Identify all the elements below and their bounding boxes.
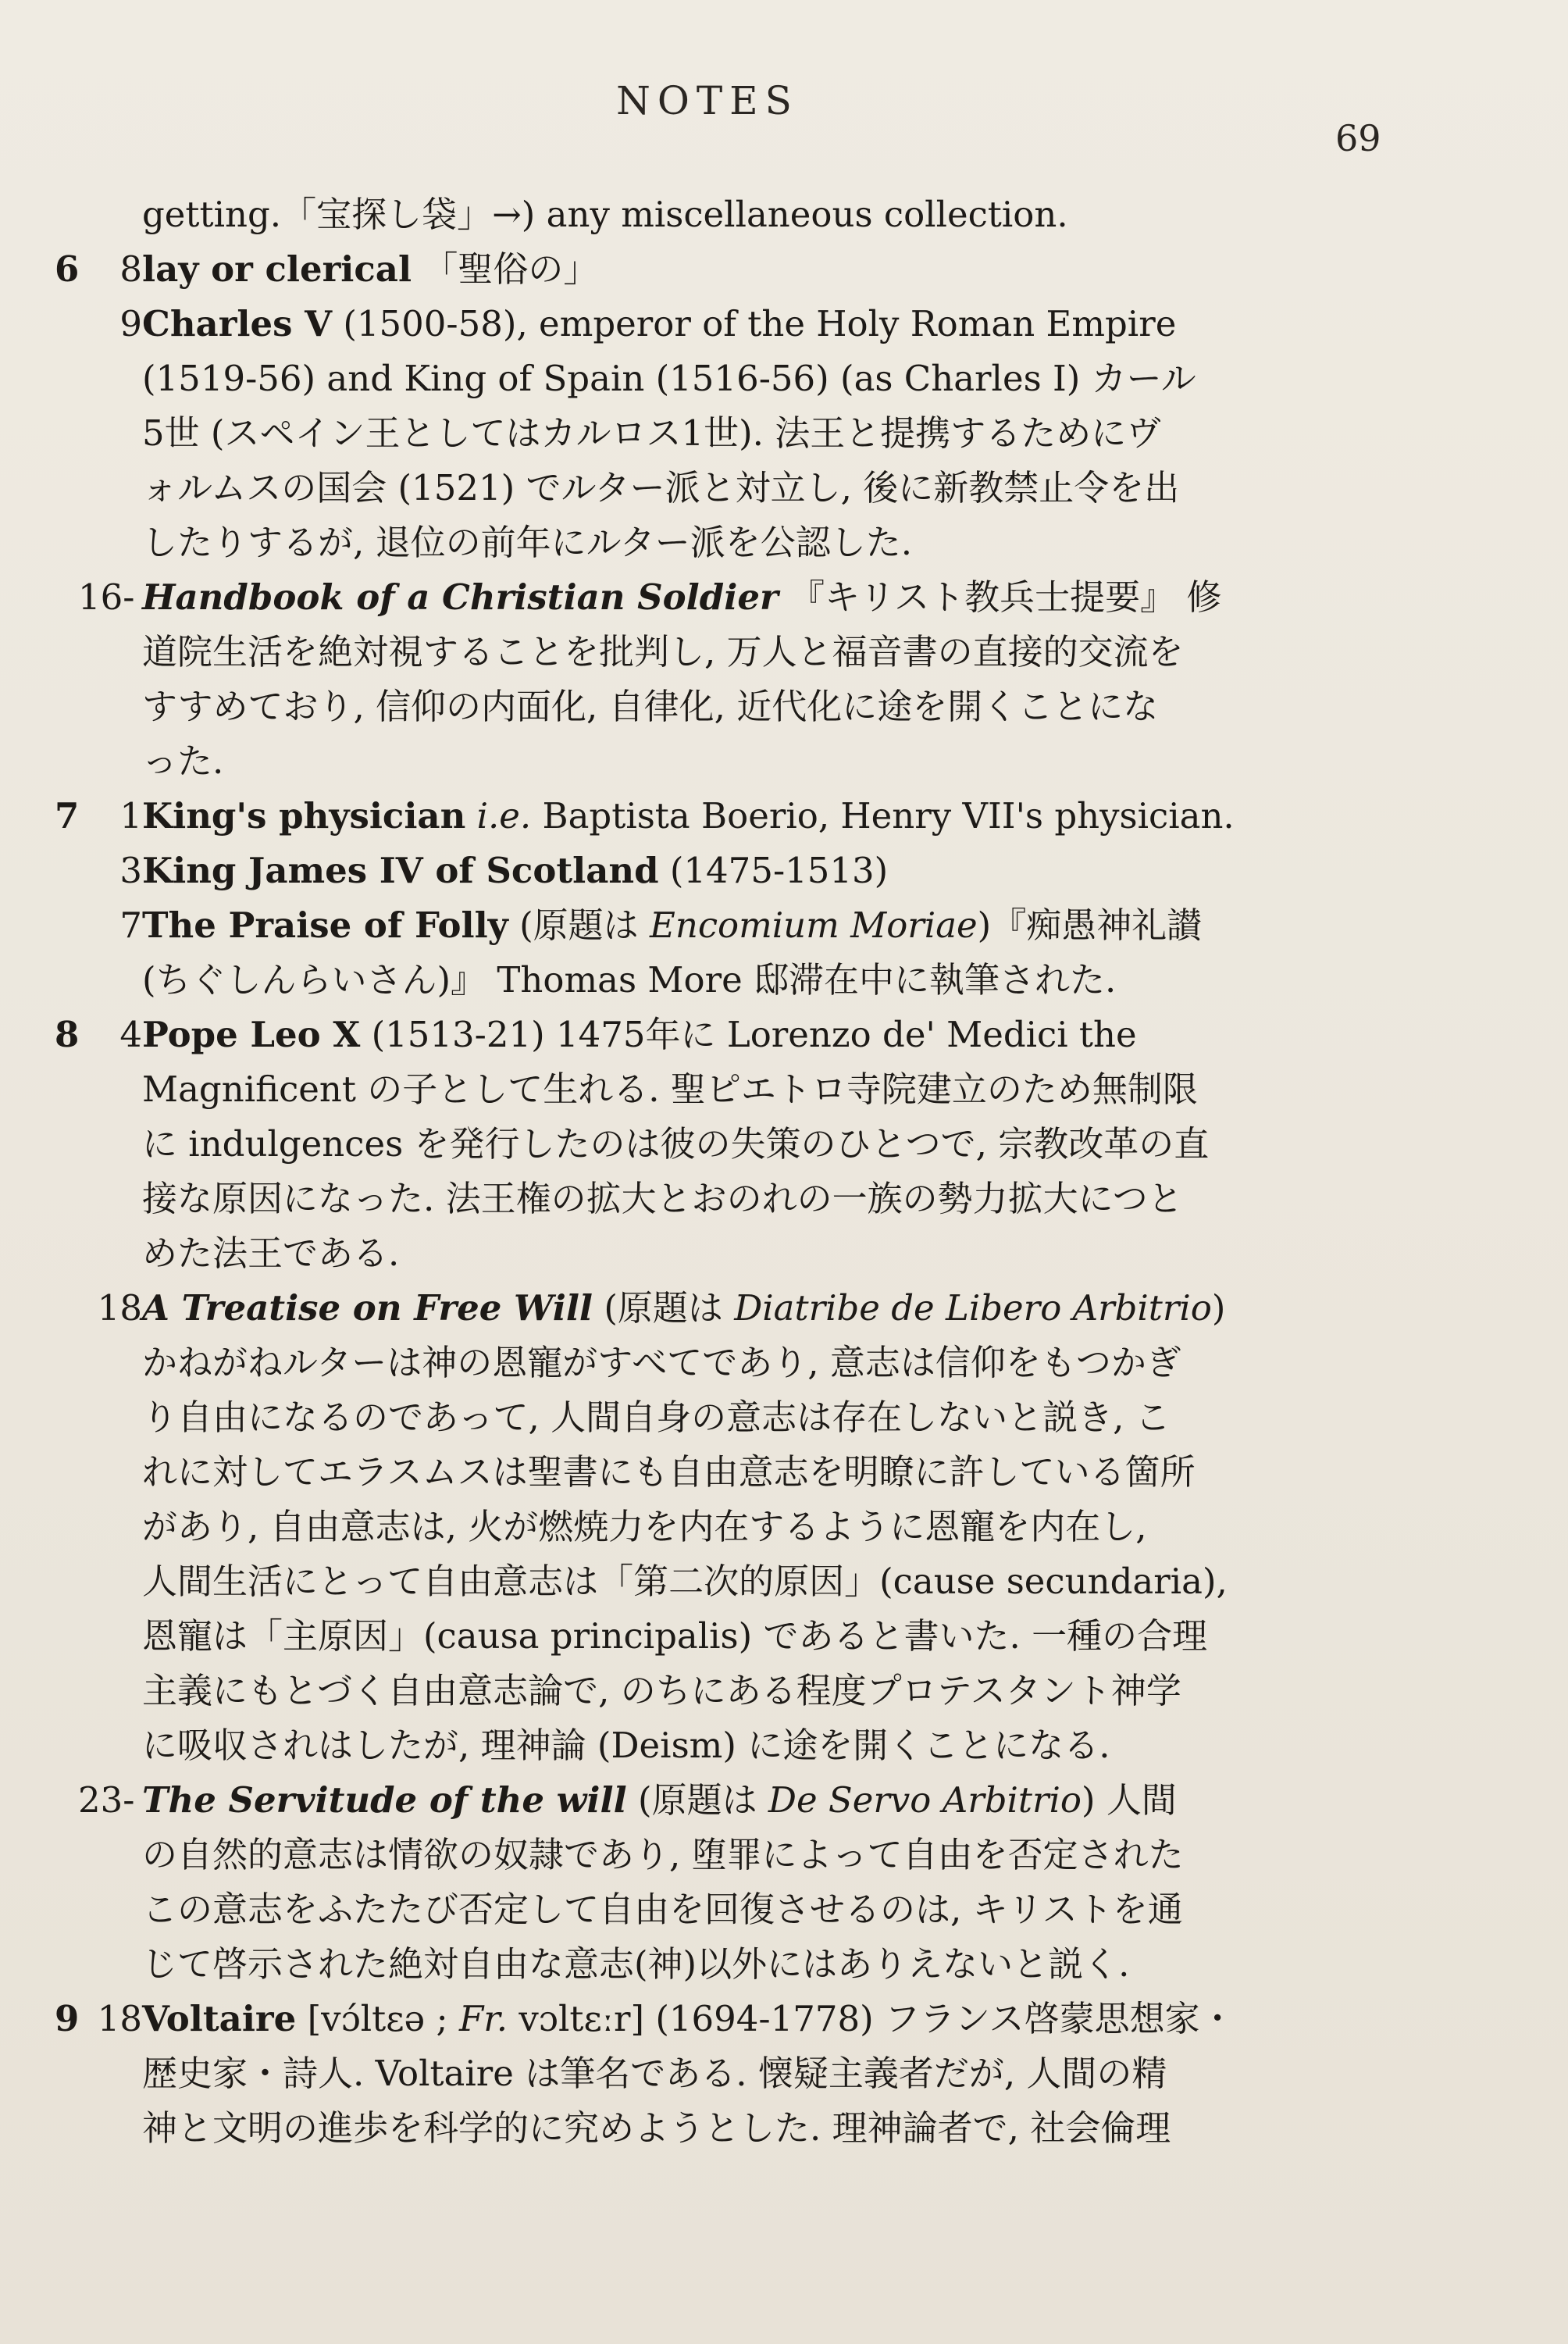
notes-list (55, 187, 1382, 2156)
note-line-ref: 9 (119, 303, 142, 344)
note-text-line (55, 680, 1382, 734)
note-line-ref: 23- (78, 1779, 135, 1821)
note-text-line (55, 2101, 1382, 2156)
note-entry (55, 297, 1382, 570)
note-text: 5世 (スペイン王としてはカルロス1世). 法王と提携するためにヴ (142, 412, 1162, 454)
note-text-line (55, 1445, 1382, 1500)
note-text: があり, 自由意志は, 火が燃焼力を内在するように恩寵を内在し, (142, 1506, 1147, 1547)
note-text: Baptista Boerio, Henry VII's physician. (531, 795, 1235, 837)
note-line-ref: 4 (119, 1014, 142, 1055)
note-headword: King's physician (142, 795, 466, 837)
note-page-ref: 6 (55, 248, 80, 290)
note-text-line (55, 898, 1382, 953)
note-text-line (55, 187, 1382, 242)
note-text: めた法王である. (142, 1233, 400, 1274)
note-headword: Handbook of a Christian Soldier (142, 576, 779, 618)
note-headword: A Treatise on Free Will (142, 1287, 593, 1329)
note-text-line (55, 1390, 1382, 1445)
note-text: Fr. (458, 1998, 508, 2039)
note-text-line (55, 1172, 1382, 1226)
note-text: (1513-21) 1475年に Lorenzo de' Medici the (360, 1014, 1137, 1055)
note-text: ォルムスの国会 (1521) でルター派と対立し, 後に新教禁止令を出 (142, 467, 1180, 508)
note-text-line (55, 1281, 1382, 1336)
note-text: かねがねルターは神の恩寵がすべてであり, 意志は信仰をもつかぎ (142, 1342, 1181, 1383)
note-text: に吸収されはしたが, 理神論 (Deism) に途を開くことになる. (142, 1725, 1110, 1766)
note-text: (ちぐしんらいさん)』 Thomas More 邸滞在中に執筆された. (142, 959, 1117, 1001)
note-headword: The Praise of Folly (142, 904, 508, 946)
note-text-line (55, 406, 1382, 461)
note-text: 道院生活を絶対視することを批判し, 万人と福音書の直接的交流を (142, 631, 1184, 673)
note-text: i.e. (465, 795, 532, 837)
note-text: じて啓示された絶対自由な意志(神)以外にはありえないと説く. (142, 1943, 1130, 1985)
note-entry (55, 1008, 1382, 1281)
note-text: この意志をふたたび否定して自由を回復させるのは, キリストを通 (142, 1889, 1183, 1930)
note-text: getting.「宝探し袋」→) any miscellaneous collection. (142, 194, 1068, 235)
note-text-line (55, 734, 1382, 789)
note-text: ) (1211, 1287, 1226, 1329)
note-text-line (55, 1609, 1382, 1664)
note-text-line (55, 1062, 1382, 1117)
note-text: の自然的意志は情欲の奴隷であり, 堕罪によって自由を否定された (142, 1834, 1184, 1875)
note-text-line (55, 2046, 1382, 2101)
note-text: [vɔ́ltɛə ; (296, 1998, 459, 2039)
note-line-ref: 8 (119, 248, 142, 290)
note-text: 神と文明の進歩を科学的に究めようとした. 理神論者で, 社会倫理 (142, 2107, 1171, 2149)
note-text-line (55, 789, 1382, 844)
note-entry (55, 1281, 1382, 1773)
note-line-ref: 18 (97, 1287, 142, 1329)
note-text: すすめており, 信仰の内面化, 自律化, 近代化に途を開くことにな (142, 686, 1159, 727)
note-page-ref: 8 (55, 1014, 80, 1055)
note-text: (1500-58), emperor of the Holy Roman Empire (332, 303, 1177, 344)
note-headword: lay or clerical (142, 248, 412, 290)
note-line-ref: 7 (119, 904, 142, 946)
note-line-ref: 18 (97, 1998, 142, 2039)
note-text-line (55, 1828, 1382, 1882)
note-entry (55, 187, 1382, 242)
note-line-ref: 1 (119, 795, 142, 837)
note-text-line (55, 1773, 1382, 1828)
note-text: vɔltɛːr] (1694-1778) フランス啓蒙思想家・ (508, 1998, 1235, 2039)
note-text: (原題は (626, 1779, 768, 1821)
note-text: (原題は (593, 1287, 735, 1329)
note-text: (1519-56) and King of Spain (1516-56) (as Charles I) カール (142, 358, 1196, 399)
note-text-line (55, 1008, 1382, 1062)
note-line-ref: 16- (78, 576, 135, 618)
note-entry (55, 570, 1382, 789)
note-text-line (55, 1336, 1382, 1390)
note-entry (55, 844, 1382, 898)
note-text-line (55, 297, 1382, 351)
note-text-line (55, 1117, 1382, 1172)
note-text-line (55, 1992, 1382, 2046)
note-text-line (55, 1718, 1382, 1773)
note-text-line (55, 1500, 1382, 1554)
note-text: (1475-1513) (658, 850, 889, 891)
note-entry (55, 1773, 1382, 1992)
note-text: 『キリスト教兵士提要』 修 (778, 576, 1222, 618)
note-text-line (55, 242, 1382, 297)
note-text: に indulgences を発行したのは彼の失策のひとつで, 宗教改革の直 (142, 1123, 1210, 1165)
note-line-ref: 3 (119, 850, 142, 891)
note-text-line (55, 1937, 1382, 1992)
running-head: NOTES (616, 78, 799, 123)
note-text-line (55, 953, 1382, 1008)
page-number: 69 (1335, 117, 1381, 159)
note-text: り自由になるのであって, 人間自身の意志は存在しないと説き, こ (142, 1397, 1171, 1438)
note-text: 歴史家・詩人. Voltaire は筆名である. 懐疑主義者だが, 人間の精 (142, 2053, 1167, 2094)
note-text-line (55, 570, 1382, 625)
note-text: 主義にもとづく自由意志論で, のちにある程度プロテスタント神学 (142, 1670, 1181, 1711)
note-text-line (55, 461, 1382, 516)
note-page-ref: 9 (55, 1998, 80, 2039)
note-entry (55, 242, 1382, 297)
note-text-line (55, 351, 1382, 406)
note-text-line (55, 1554, 1382, 1609)
note-text: 恩寵は「主原因」(causa principalis) であると書いた. 一種の合理 (142, 1615, 1208, 1657)
note-text-line (55, 844, 1382, 898)
note-entry (55, 898, 1382, 1008)
note-headword: Charles V (142, 303, 333, 344)
note-headword: Voltaire (142, 1998, 297, 2039)
note-text: Encomium Moriae (649, 904, 978, 946)
note-text: 接な原因になった. 法王権の拡大とおのれの一族の勢力拡大につと (142, 1178, 1183, 1219)
note-text: Diatribe de Libero Arbitrio (734, 1287, 1212, 1329)
note-text: 人間生活にとって自由意志は「第二次的原因」(cause secundaria), (142, 1561, 1228, 1602)
note-text: った. (142, 740, 224, 782)
note-text: De Servo Arbitrio (768, 1779, 1082, 1821)
note-text: れに対してエラスムスは聖書にも自由意志を明瞭に許している箇所 (142, 1451, 1196, 1493)
note-text-line (55, 625, 1382, 680)
note-text: )『痴愚神礼讃 (977, 904, 1203, 946)
note-text-line (55, 516, 1382, 570)
note-text-line (55, 1226, 1382, 1281)
note-page-ref: 7 (55, 795, 80, 837)
note-entry (55, 1992, 1382, 2156)
note-headword: The Servitude of the will (142, 1779, 627, 1821)
note-headword: King James IV of Scotland (142, 850, 659, 891)
note-text-line (55, 1664, 1382, 1718)
note-text-line (55, 1882, 1382, 1937)
note-text: (原題は (508, 904, 650, 946)
note-headword: Pope Leo X (142, 1014, 361, 1055)
note-text: ) 人間 (1081, 1779, 1177, 1821)
note-text: 「聖俗の」 (412, 248, 599, 290)
note-entry (55, 789, 1382, 844)
note-text: したりするが, 退位の前年にルター派を公認した. (142, 522, 913, 563)
note-text: Magnificent の子として生れる. 聖ピエトロ寺院建立のため無制限 (142, 1069, 1198, 1110)
